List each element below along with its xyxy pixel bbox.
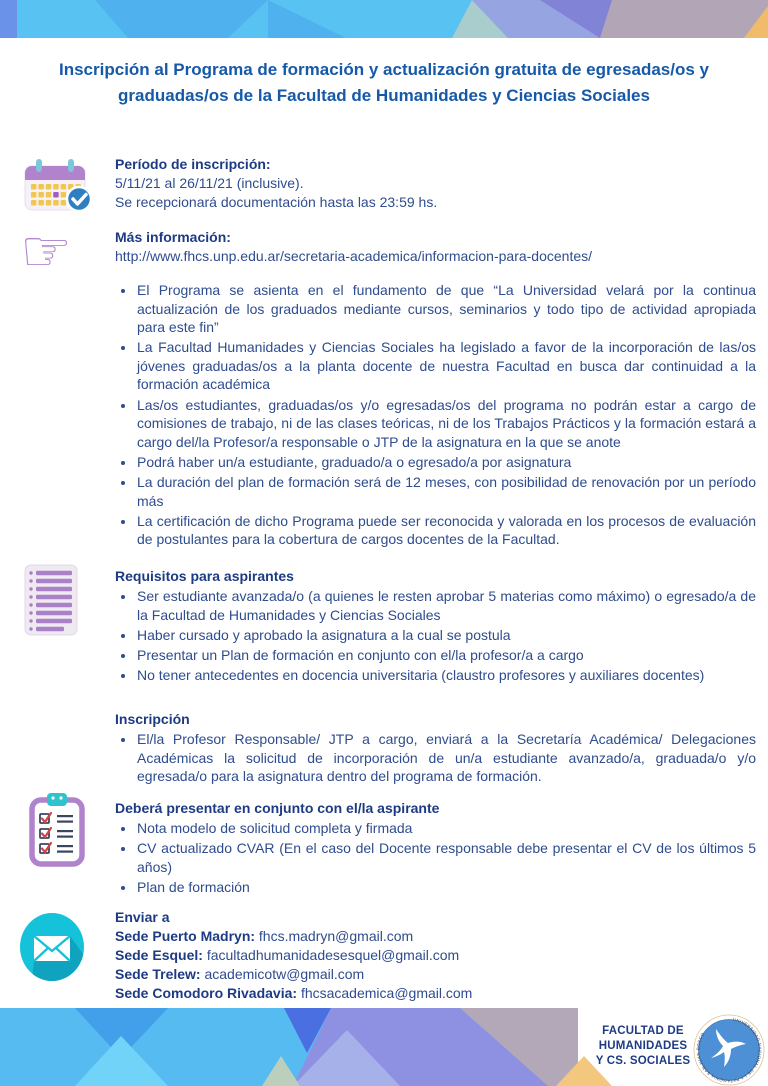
list-item: • Las/os estudiantes, graduadas/os y/o egresadas/os del programa no podrán estar a cargo de comisiones de trabajo, ni de las clases teóricas, ni de los Trabajos Prácticos y la formación estará a cargo del/la Profesor/a responsable o JTP de la asignatura en la que se anote	[136, 396, 756, 452]
inscripcion-heading: Inscripción	[115, 711, 190, 727]
sede-label: Sede Puerto Madryn:	[115, 928, 256, 944]
list-item: • La Facultad Humanidades y Ciencias Sociales ha legislado a favor de la incorporación de las/os jóvenes graduadas/os a la planta docente de nuestra Facultad en busca dar continuidad a la formación académica	[136, 338, 756, 394]
programa-bullet-list	[115, 281, 756, 549]
periodo-dates: 5/11/21 al 26/11/21 (inclusive).	[115, 175, 304, 191]
mas-informacion-heading: Más información:	[115, 229, 231, 245]
contact-esquel	[115, 946, 756, 965]
list-item: • La duración del plan de formación será de 12 meses, con posibilidad de renovación por un período más	[136, 473, 756, 510]
presentacion-bullet-list	[115, 819, 756, 896]
university-logo	[693, 1014, 765, 1086]
sede-email: facultadhumanidadesesquel@gmail.com	[206, 947, 460, 963]
faculty-name-line: FACULTAD DE	[602, 1025, 684, 1037]
list-item: • No tener antecedentes en docencia universitaria (claustro profesores y auxiliares docentes)	[136, 666, 756, 685]
notepad-list-icon	[22, 563, 84, 641]
contact-comodoro-rivadavia	[115, 984, 756, 1003]
clipboard-checklist-icon	[24, 790, 90, 872]
list-item: • Ser estudiante avanzada/o (a quienes le resten aprobar 5 materias como máximo) o egresado/a de la Facultad de Humanidades y Ciencias Sociales	[136, 587, 756, 624]
contact-trelew	[115, 965, 756, 984]
faculty-name-line: HUMANIDADES	[598, 1040, 688, 1052]
sede-email: fhcs.madryn@gmail.com	[258, 928, 414, 944]
inscripcion-bullet-list	[115, 730, 756, 786]
section-inscripcion	[115, 710, 756, 787]
sede-email: academicotw@gmail.com	[204, 966, 365, 982]
list-item: • La certificación de dicho Programa puede ser reconocida y valorada en los procesos de evaluación de postulantes para la cobertura de cargos docentes de la Facultad.	[136, 512, 756, 549]
page-title: Inscripción al Programa de formación y actualización gratuita de egresadas/os y graduadas/os de la Facultad de Humanidades y Ciencias Sociales	[59, 60, 709, 105]
periodo-heading: Período de inscripción:	[115, 156, 271, 172]
section-requisitos	[115, 567, 756, 686]
list-item: • Nota modelo de solicitud completa y firmada	[136, 819, 756, 838]
section-presentacion	[115, 799, 756, 898]
top-decoration-band	[0, 0, 768, 38]
pointing-hand-icon: ☞	[20, 217, 72, 285]
calendar-check-icon	[20, 154, 100, 216]
info-url-link[interactable]: http://www.fhcs.unp.edu.ar/secretaria-academica/informacion-para-docentes/	[115, 248, 593, 264]
section-mas-informacion	[115, 228, 756, 266]
faculty-name	[586, 1024, 700, 1069]
list-item: • Plan de formación	[136, 878, 756, 897]
presentacion-heading: Deberá presentar en conjunto con el/la aspirante	[115, 800, 440, 816]
section-enviar	[115, 908, 756, 1003]
list-item: • Haber cursado y aprobado la asignatura a la cual se postula	[136, 626, 756, 645]
sede-label: Sede Trelew:	[115, 966, 201, 982]
section-programa	[115, 280, 756, 550]
requisitos-bullet-list	[115, 587, 756, 684]
list-item: • Presentar un Plan de formación en conjunto con el/la profesor/a a cargo	[136, 646, 756, 665]
list-item: • CV actualizado CVAR (En el caso del Docente responsable debe presentar el CV de los últimos 5 años)	[136, 839, 756, 876]
sede-label: Sede Comodoro Rivadavia:	[115, 985, 298, 1001]
enviar-heading: Enviar a	[115, 909, 170, 925]
list-item: • El Programa se asienta en el fundamento de que “La Universidad velará por la continua actualización de los graduados mediante cursos, seminarios y todo tipo de actividad apropiada para este fin”	[136, 281, 756, 337]
periodo-deadline: Se recepcionará documentación hasta las 23:59 hs.	[115, 194, 438, 210]
email-icon	[19, 911, 87, 983]
faculty-name-line: Y CS. SOCIALES	[595, 1055, 691, 1067]
section-periodo	[115, 155, 756, 212]
list-item: • Podrá haber un/a estudiante, graduado/a o egresado/a por asignatura	[136, 453, 756, 472]
logo-ring-text: UNIVERSIDAD NACIONAL DE LA PATAGONIA SAN JUAN BOSCO	[695, 1016, 763, 1084]
list-item: • El/la Profesor Responsable/ JTP a cargo, enviará a la Secretaría Académica/ Delegaciones Académicas la solicitud de incorporación de un/a estudiante avanzado/a, graduada/o y/o egresada/o para la asignatura dentro del programa de formación.	[136, 730, 756, 786]
sede-label: Sede Esquel:	[115, 947, 203, 963]
requisitos-heading: Requisitos para aspirantes	[115, 568, 294, 584]
contact-puerto-madryn	[115, 927, 756, 946]
sede-email: fhcsacademica@gmail.com	[300, 985, 473, 1001]
